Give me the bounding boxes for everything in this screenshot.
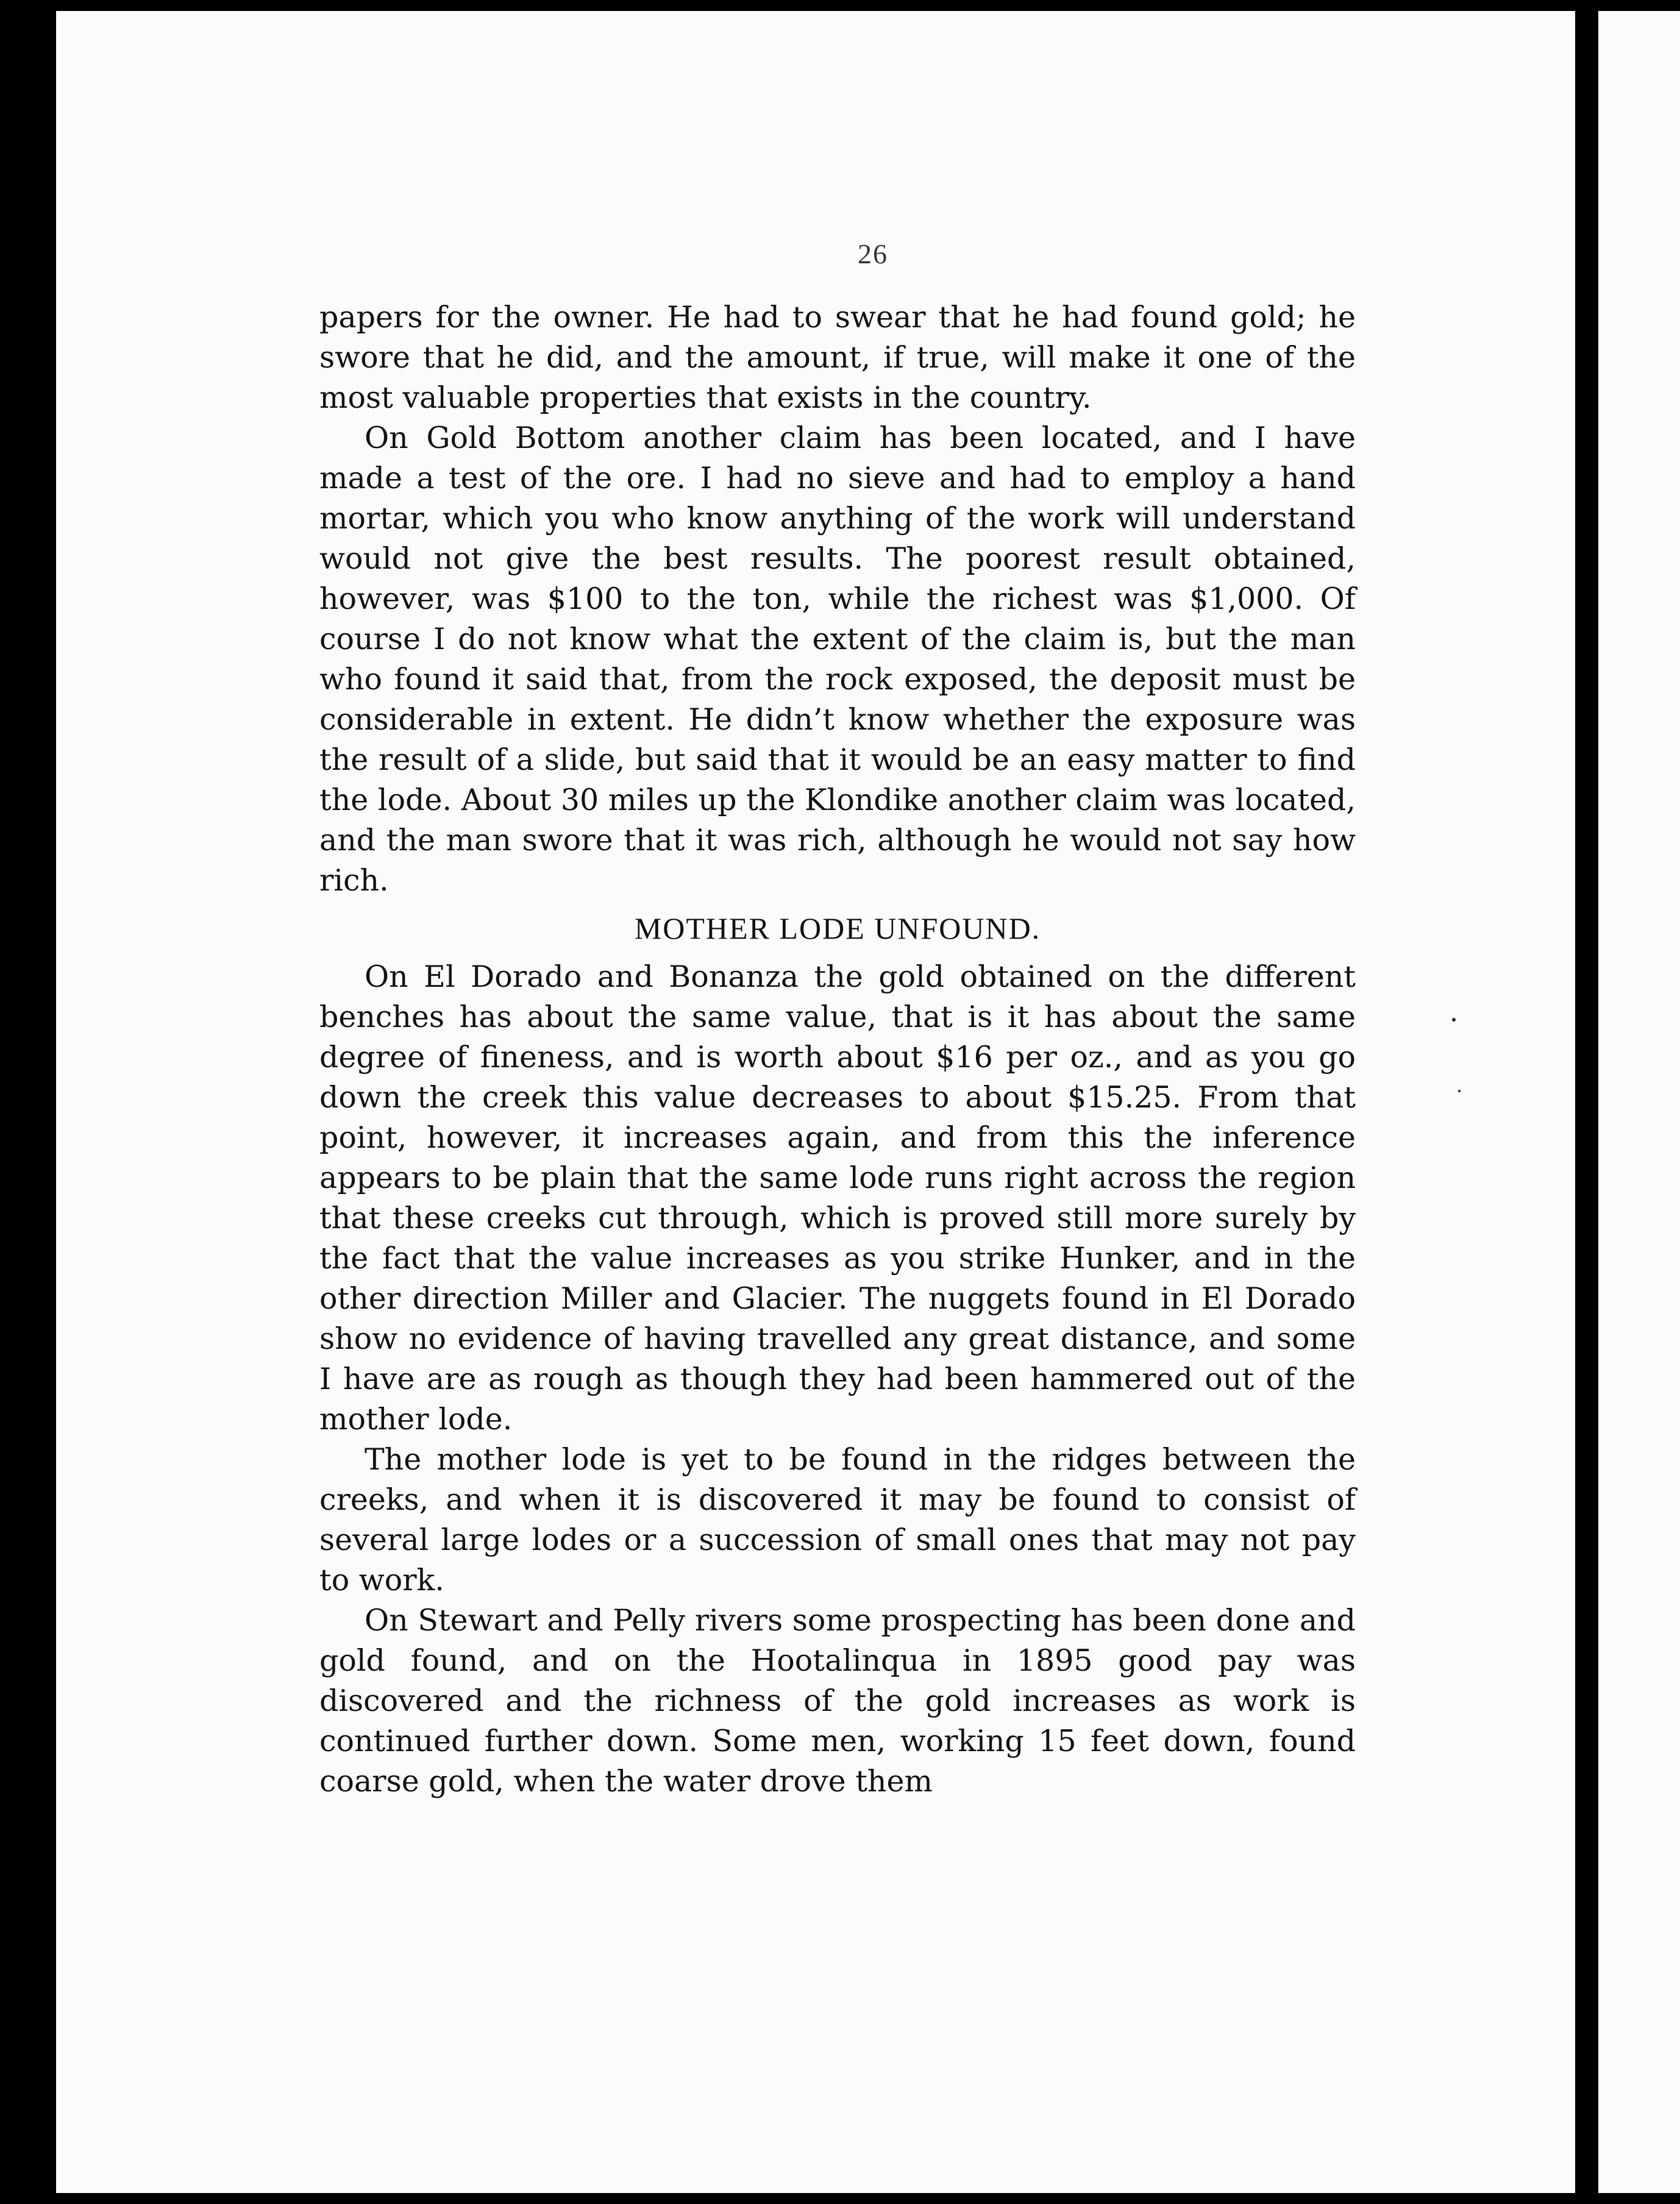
paragraph-stewart-pelly: On Stewart and Pelly rivers some prospecting has been done and gold found, and on the Hootalinqua in 1895 good pay was discovered and the richness of the gold increases as work is continued further down. Some men, working 15 feet down, found coarse gold, when the water drove them xyxy=(319,1603,1356,1799)
page-number: 26 xyxy=(858,238,888,269)
paragraph-el-dorado: On El Dorado and Bonanza the gold obtained on the different benches has about the same value, that is it has about the same degree of fineness, and is worth about $16 per oz., and as you go down the creek this value decreases to about $15.25. From that point, however, it increases again, and from this the inference appears to be plain that the same lode runs right across the region that these creeks cut through, which is proved still more surely by the fact that the value increases as you strike Hunker, and in the other direction Miller and Glacier. The nuggets found in El Dorado show no evidence of having travelled any great distance, and some I have are as rough as though they had been hammered out of the mother lode. xyxy=(319,959,1356,1437)
paragraph-gold-bottom: On Gold Bottom another claim has been located, and I have made a test of the ore. I had no sieve and had to employ a hand mortar, which you who know anything of the work will understand would not give the best results. The poorest result obtained, however, was $100 to the ton, while the richest was $1,000. Of course I do not know what the extent of the claim is, but the man who found it said that, from the rock exposed, the deposit must be considerable in extent. He didn’t know whether the exposure was the result of a slide, but said that it would be an easy matter to find the lode. About 30 miles up the Klondike another claim was located, and the man swore that it was rich, although he would not say how rich. xyxy=(319,421,1356,898)
scan-speck xyxy=(1458,1090,1461,1092)
paragraph-continued: papers for the owner. He had to swear that he had found gold; he swore that he did, and the amount, if true, will make it one of the most valuable properties that exists in the country. xyxy=(319,300,1356,415)
book-page xyxy=(56,11,1575,2193)
adjacent-page-edge xyxy=(1598,11,1680,2193)
section-heading: MOTHER LODE UNFOUND. xyxy=(634,911,1041,945)
body-text xyxy=(319,297,1356,1802)
scan-speck xyxy=(1452,1018,1456,1022)
paragraph-mother-lode: The mother lode is yet to be found in the ridges between the creeks, and when it is discovered it may be found to consist of several large lodes or a succession of small ones that may not pay to work. xyxy=(319,1442,1356,1598)
